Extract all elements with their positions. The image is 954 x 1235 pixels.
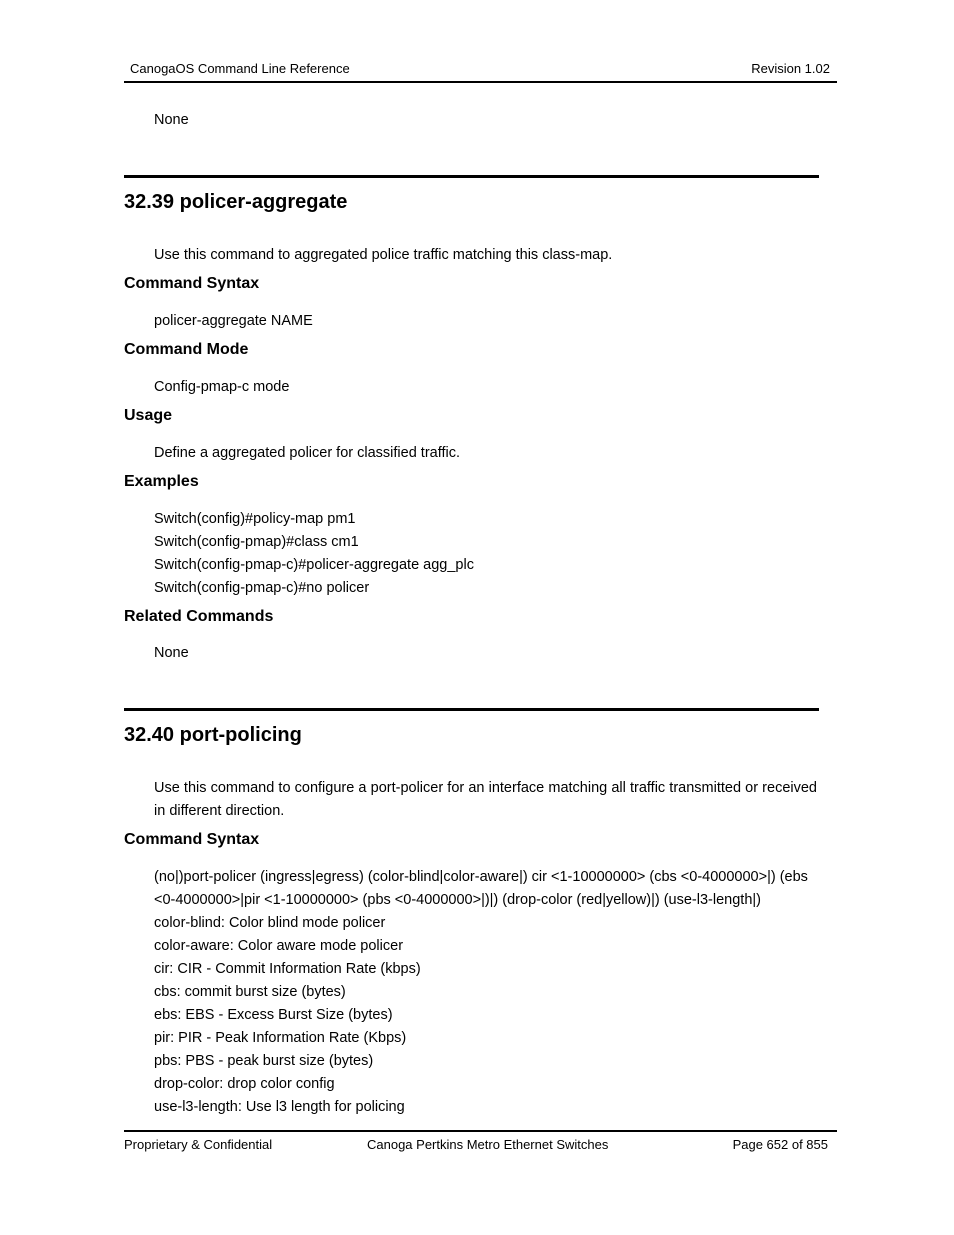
command-syntax-heading: Command Syntax	[124, 275, 260, 292]
example-line: Switch(config)#policy-map pm1	[154, 511, 356, 527]
param-line: ebs: EBS - Excess Burst Size (bytes)	[154, 1007, 393, 1023]
param-line: color-blind: Color blind mode policer	[154, 915, 386, 931]
command-syntax: policer-aggregate NAME	[154, 313, 313, 329]
syntax-line: (no|)port-policer (ingress|egress) (color-blind|color-aware|) cir <1-10000000> (cbs <0-4000000>|) (ebs	[154, 869, 808, 885]
param-line: use-l3-length: Use l3 length for policing	[154, 1099, 405, 1115]
footer-confidential: Proprietary & Confidential	[124, 1137, 273, 1152]
section-description: Use this command to configure a port-policer for an interface matching all traffic transmitted or received in different direction.	[154, 780, 817, 819]
footer-page-number: Page 652 of 855	[732, 1137, 828, 1152]
usage-text: Define a aggregated policer for classified traffic.	[154, 445, 461, 461]
command-mode-heading: Command Mode	[124, 341, 249, 358]
section-divider	[124, 175, 819, 178]
section-description: Use this command to aggregated police traffic matching this class-map.	[154, 247, 613, 263]
usage-heading: Usage	[124, 407, 173, 424]
header-rule	[124, 81, 837, 83]
header-revision: Revision 1.02	[751, 61, 830, 76]
param-line: cir: CIR - Commit Information Rate (kbps)	[154, 961, 421, 977]
section-divider	[124, 708, 819, 711]
examples-heading: Examples	[124, 473, 199, 490]
param-line: color-aware: Color aware mode policer	[154, 938, 404, 954]
param-line: cbs: commit burst size (bytes)	[154, 984, 346, 1000]
section-title-policer-aggregate: 32.39 policer-aggregate	[124, 191, 348, 213]
syntax-line: <0-4000000>|pir <1-10000000> (pbs <0-4000000>|)|) (drop-color (red|yellow)|) (use-l3-length|)	[154, 892, 761, 908]
param-line: drop-color: drop color config	[154, 1076, 335, 1092]
related-commands-heading: Related Commands	[124, 608, 274, 625]
related-commands-value: None	[154, 645, 189, 661]
header-title: CanogaOS Command Line Reference	[130, 61, 350, 76]
footer-product: Canoga Pertkins Metro Ethernet Switches	[367, 1137, 609, 1152]
param-line: pbs: PBS - peak burst size (bytes)	[154, 1053, 374, 1069]
example-line: Switch(config-pmap-c)#policer-aggregate agg_plc	[154, 557, 474, 573]
command-syntax-heading: Command Syntax	[124, 831, 260, 848]
section-title-port-policing: 32.40 port-policing	[124, 724, 302, 746]
param-line: pir: PIR - Peak Information Rate (Kbps)	[154, 1030, 407, 1046]
footer-rule	[124, 1130, 837, 1132]
example-line: Switch(config-pmap-c)#no policer	[154, 580, 370, 596]
command-mode: Config-pmap-c mode	[154, 379, 290, 395]
previous-related-value: None	[154, 112, 189, 128]
examples-block	[154, 508, 474, 600]
syntax-block	[154, 866, 834, 1119]
example-line: Switch(config-pmap)#class cm1	[154, 534, 359, 550]
